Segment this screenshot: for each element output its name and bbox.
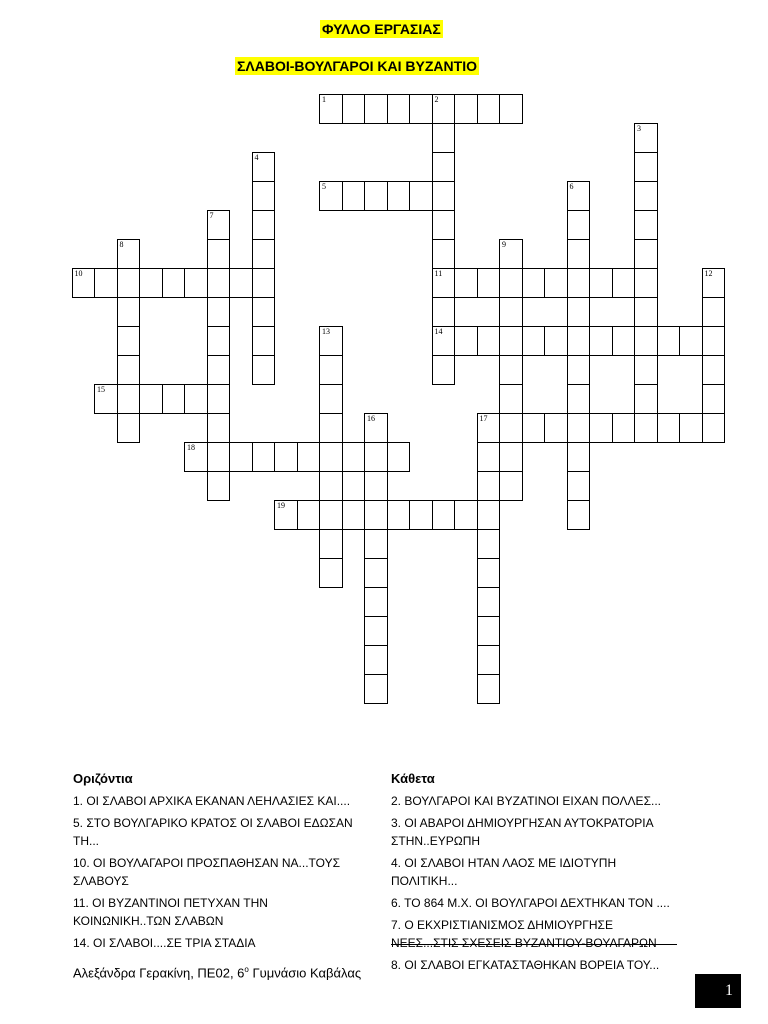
crossword-cell[interactable] — [387, 500, 411, 530]
crossword-cell[interactable] — [499, 239, 523, 269]
crossword-cell[interactable] — [342, 442, 366, 472]
crossword-cell[interactable] — [207, 442, 231, 472]
crossword-cell[interactable] — [319, 442, 343, 472]
crossword-cell[interactable] — [117, 355, 141, 385]
crossword-cell[interactable] — [499, 471, 523, 501]
crossword-cell[interactable] — [94, 384, 118, 414]
crossword-cell[interactable] — [319, 500, 343, 530]
crossword-cell[interactable] — [567, 297, 591, 327]
clue-number: 7 — [209, 211, 214, 220]
crossword-cell[interactable] — [544, 413, 568, 443]
crossword-cell[interactable] — [72, 268, 96, 298]
crossword-cell[interactable] — [252, 239, 276, 269]
crossword-cell[interactable] — [409, 500, 433, 530]
crossword-cell[interactable] — [567, 500, 591, 530]
crossword-cell[interactable] — [477, 529, 501, 559]
down-clue: 4. ΟΙ ΣΛΑΒΟΙ ΗΤΑΝ ΛΑΟΣ ΜΕ ΙΔΙΟΤΥΠΗ ΠΟΛΙΤΙΚΗ... — [391, 856, 617, 888]
clue-number: 3 — [637, 124, 641, 133]
crossword-cell[interactable] — [432, 326, 456, 356]
crossword-cell[interactable] — [342, 500, 366, 530]
crossword-cell[interactable] — [252, 268, 276, 298]
crossword-cell[interactable] — [139, 268, 163, 298]
crossword-cell[interactable] — [364, 413, 388, 443]
crossword-cell[interactable] — [522, 413, 546, 443]
crossword-cell[interactable] — [432, 210, 456, 240]
crossword-cell[interactable] — [207, 297, 231, 327]
crossword-cell[interactable] — [567, 355, 591, 385]
crossword-cell[interactable] — [274, 442, 298, 472]
crossword-cell[interactable] — [252, 442, 276, 472]
crossword-cell[interactable] — [387, 181, 411, 211]
crossword-cell[interactable] — [207, 239, 231, 269]
crossword-cell[interactable] — [364, 94, 388, 124]
crossword-cell[interactable] — [499, 413, 523, 443]
across-clue: 10. ΟΙ ΒΟΥΛΑΓΑΡΟΙ ΠΡΟΣΠΑΘΗΣΑΝ ΝΑ...ΤΟΥΣ ΣΛΑΒΟΥΣ — [73, 856, 341, 888]
crossword-cell[interactable] — [589, 268, 613, 298]
clue-number: 10 — [74, 269, 83, 278]
clue-number: 18 — [187, 443, 195, 452]
crossword-cell[interactable] — [702, 355, 726, 385]
crossword-cell[interactable] — [319, 471, 343, 501]
crossword-cell[interactable] — [319, 94, 343, 124]
crossword-cell[interactable] — [477, 558, 501, 588]
clue-underline-rule — [391, 944, 677, 945]
crossword-cell[interactable] — [274, 500, 298, 530]
crossword-cell[interactable] — [432, 268, 456, 298]
crossword-cell[interactable] — [657, 326, 681, 356]
crossword-cell[interactable] — [567, 384, 591, 414]
crossword-cell[interactable] — [612, 326, 636, 356]
crossword-cell[interactable] — [477, 326, 501, 356]
crossword-cell[interactable] — [364, 442, 388, 472]
down-clue: 7. Ο ΕΚΧΡΙΣΤΙΑΝΙΣΜΟΣ ΔΗΜΙΟΥΡΓΗΣΕ ΝΕΕΣ...ΣΤΙΣ ΣΧΕΣΕΙΣ ΒΥΖΑΝΤΙΟΥ-ΒΟΥΛΓΑΡΩΝ — [391, 918, 657, 950]
crossword-cell[interactable] — [499, 268, 523, 298]
crossword-cell[interactable] — [477, 413, 501, 443]
ordinal-superscript: ο — [244, 965, 249, 974]
crossword-cell[interactable] — [432, 94, 456, 124]
crossword-cell[interactable] — [207, 384, 231, 414]
crossword-cell[interactable] — [252, 297, 276, 327]
clue-number: 9 — [502, 240, 506, 249]
across-clue: 11. ΟΙ ΒΥΖΑΝΤΙΝΟΙ ΠΕΤΥΧΑΝ ΤΗΝ ΚΟΙΝΩΝΙΚΗ..ΤΩΝ ΣΛΑΒΩΝ — [73, 896, 268, 928]
crossword-cell[interactable] — [252, 326, 276, 356]
crossword-cell[interactable] — [364, 616, 388, 646]
crossword-cell[interactable] — [567, 326, 591, 356]
crossword-cell[interactable] — [342, 181, 366, 211]
crossword-cell[interactable] — [477, 94, 501, 124]
crossword-cell[interactable] — [319, 529, 343, 559]
crossword-cell[interactable] — [702, 326, 726, 356]
author-footer — [73, 965, 361, 980]
crossword-cell[interactable] — [634, 355, 658, 385]
crossword-cell[interactable] — [207, 326, 231, 356]
crossword-cell[interactable] — [184, 268, 208, 298]
crossword-cell[interactable] — [499, 326, 523, 356]
crossword-cell[interactable] — [364, 587, 388, 617]
clue-number: 8 — [119, 240, 124, 249]
clue-number: 16 — [367, 414, 375, 423]
crossword-cell[interactable] — [319, 558, 343, 588]
crossword-cell[interactable] — [117, 384, 141, 414]
crossword-cell[interactable] — [319, 384, 343, 414]
crossword-cell[interactable] — [207, 210, 231, 240]
crossword-cell[interactable] — [567, 210, 591, 240]
crossword-cell[interactable] — [207, 355, 231, 385]
clue-number: 5 — [322, 182, 326, 191]
crossword-cell[interactable] — [184, 384, 208, 414]
crossword-cell[interactable] — [657, 413, 681, 443]
crossword-cell[interactable] — [432, 239, 456, 269]
crossword-cell[interactable] — [589, 413, 613, 443]
worksheet-subtitle: ΣΛΑΒΟΙ-ΒΟΥΛΓΑΡΟΙ ΚΑΙ ΒΥΖΑΝΤΙΟ — [237, 58, 477, 74]
crossword-cell[interactable] — [229, 268, 253, 298]
clue-number: 19 — [277, 501, 285, 510]
crossword-cell[interactable] — [612, 413, 636, 443]
crossword-cell[interactable] — [477, 442, 501, 472]
down-clues — [391, 770, 681, 978]
crossword-cell[interactable] — [387, 94, 411, 124]
crossword-cell[interactable] — [432, 355, 456, 385]
down-clue: 8. ΟΙ ΣΛΑΒΟΙ ΕΓΚΑΤΑΣΤΑΘΗΚΑΝ ΒΟΡΕΙΑ ΤΟΥ... — [391, 958, 660, 972]
crossword-cell[interactable] — [252, 355, 276, 385]
crossword-cell[interactable] — [297, 500, 321, 530]
clue-number: 15 — [97, 385, 105, 394]
crossword-cell[interactable] — [229, 442, 253, 472]
crossword-cell[interactable] — [634, 239, 658, 269]
crossword-cell[interactable] — [567, 181, 591, 211]
crossword-cell[interactable] — [567, 239, 591, 269]
crossword-cell[interactable] — [432, 297, 456, 327]
crossword-cell[interactable] — [544, 268, 568, 298]
crossword-cell[interactable] — [589, 326, 613, 356]
crossword-cell[interactable] — [454, 500, 478, 530]
crossword-cell[interactable] — [432, 181, 456, 211]
clue-number: 1 — [322, 95, 326, 104]
crossword-cell[interactable] — [319, 413, 343, 443]
crossword-cell[interactable] — [117, 268, 141, 298]
down-clue: 6. ΤΟ 864 Μ.Χ. ΟΙ ΒΟΥΛΓΑΡΟΙ ΔΕΧΤΗΚΑΝ ΤΟΝ .... — [391, 896, 670, 910]
crossword-cell[interactable] — [364, 181, 388, 211]
crossword-cell[interactable] — [634, 326, 658, 356]
crossword-cell[interactable] — [117, 413, 141, 443]
crossword-cell[interactable] — [544, 326, 568, 356]
crossword-cell[interactable] — [499, 94, 523, 124]
crossword-cell[interactable] — [634, 384, 658, 414]
crossword-cell[interactable] — [679, 326, 703, 356]
clue-number: 14 — [434, 327, 443, 336]
clue-number: 6 — [569, 182, 574, 191]
clue-number: 17 — [479, 414, 488, 423]
crossword-cell[interactable] — [342, 94, 366, 124]
crossword-cell[interactable] — [207, 471, 231, 501]
crossword-cell[interactable] — [364, 558, 388, 588]
crossword-cell[interactable] — [522, 268, 546, 298]
crossword-cell[interactable] — [634, 123, 658, 153]
crossword-cell[interactable] — [297, 442, 321, 472]
down-clues-heading: Κάθετα — [391, 771, 435, 786]
across-clue: 1. ΟΙ ΣΛΑΒΟΙ ΑΡΧΙΚΑ ΕΚΑΝΑΝ ΛΕΗΛΑΣΙΕΣ ΚΑΙ.... — [73, 794, 351, 808]
crossword-cell[interactable] — [432, 152, 456, 182]
crossword-cell[interactable] — [117, 239, 141, 269]
crossword-cell[interactable] — [364, 529, 388, 559]
crossword-cell[interactable] — [319, 326, 343, 356]
crossword-cell[interactable] — [207, 413, 231, 443]
crossword-cell[interactable] — [432, 123, 456, 153]
crossword-cell[interactable] — [252, 181, 276, 211]
crossword-cell[interactable] — [432, 500, 456, 530]
crossword-cell[interactable] — [409, 181, 433, 211]
crossword-cell[interactable] — [634, 268, 658, 298]
crossword-cell[interactable] — [499, 442, 523, 472]
crossword-cell[interactable] — [477, 645, 501, 675]
crossword-cell[interactable] — [477, 471, 501, 501]
crossword-cell[interactable] — [567, 442, 591, 472]
clue-number: 4 — [254, 153, 259, 162]
crossword-cell[interactable] — [207, 268, 231, 298]
crossword-cell[interactable] — [702, 384, 726, 414]
crossword-cell[interactable] — [117, 326, 141, 356]
crossword-cell[interactable] — [364, 645, 388, 675]
crossword-cell[interactable] — [702, 268, 726, 298]
crossword-cell[interactable] — [477, 674, 501, 704]
crossword-cell[interactable] — [634, 152, 658, 182]
crossword-cell[interactable] — [454, 268, 478, 298]
crossword-cell[interactable] — [634, 297, 658, 327]
crossword-cell[interactable] — [364, 500, 388, 530]
crossword-cell[interactable] — [139, 384, 163, 414]
across-clues-heading: Οριζόντια — [73, 771, 133, 786]
crossword-cell[interactable] — [454, 326, 478, 356]
crossword-cell[interactable] — [454, 94, 478, 124]
crossword-cell[interactable] — [409, 94, 433, 124]
crossword-cell[interactable] — [252, 152, 276, 182]
across-clue: 14. ΟΙ ΣΛΑΒΟΙ....ΣΕ ΤΡΙΑ ΣΤΑΔΙΑ — [73, 936, 256, 950]
crossword-cell[interactable] — [499, 384, 523, 414]
crossword-cell[interactable] — [117, 297, 141, 327]
crossword-cell[interactable] — [522, 326, 546, 356]
crossword-cell[interactable] — [499, 297, 523, 327]
crossword-cell[interactable] — [94, 268, 118, 298]
crossword-cell[interactable] — [162, 268, 186, 298]
crossword-cell[interactable] — [477, 616, 501, 646]
clue-number: 11 — [434, 269, 443, 278]
across-clue: 5. ΣΤΟ ΒΟΥΛΓΑΡΙΚΟ ΚΡΑΤΟΣ ΟΙ ΣΛΑΒΟΙ ΕΔΩΣΑΝ ΤΗ... — [73, 816, 353, 848]
crossword-cell[interactable] — [477, 268, 501, 298]
crossword-cell[interactable] — [477, 587, 501, 617]
crossword-cell[interactable] — [364, 471, 388, 501]
crossword-cell[interactable] — [364, 674, 388, 704]
crossword-cell[interactable] — [679, 413, 703, 443]
clue-number: 12 — [704, 269, 713, 278]
author-prefix: Αλεξάνδρα Γερακίνη, ΠΕ02, 6 — [73, 965, 245, 981]
author-suffix: Γυμνάσιο Καβάλας — [248, 965, 362, 981]
clue-number: 2 — [434, 95, 439, 104]
crossword-cell[interactable] — [634, 413, 658, 443]
crossword-cell[interactable] — [252, 210, 276, 240]
crossword-cell[interactable] — [477, 500, 501, 530]
down-clue: 2. ΒΟΥΛΓΑΡΟΙ ΚΑΙ ΒΥΖΑΤΙΝΟΙ ΕΙΧΑΝ ΠΟΛΛΕΣ... — [391, 794, 661, 808]
crossword-cell[interactable] — [567, 413, 591, 443]
crossword-cell[interactable] — [387, 442, 411, 472]
crossword-cell[interactable] — [319, 181, 343, 211]
crossword-cell[interactable] — [702, 413, 726, 443]
down-clue: 3. ΟΙ ΑΒΑΡΟΙ ΔΗΜΙΟΥΡΓΗΣΑΝ ΑΥΤΟΚΡΑΤΟΡΙΑ ΣΤΗΝ..ΕΥΡΩΠΗ — [391, 816, 653, 848]
crossword-cell[interactable] — [634, 181, 658, 211]
worksheet-title: ΦΥΛΛΟ ΕΡΓΑΣΙΑΣ — [322, 21, 441, 37]
crossword-cell[interactable] — [319, 355, 343, 385]
crossword-cell[interactable] — [567, 268, 591, 298]
clue-number: 13 — [322, 327, 330, 336]
page-number: 1 — [695, 974, 741, 1008]
crossword-cell[interactable] — [702, 297, 726, 327]
crossword-cell[interactable] — [634, 210, 658, 240]
crossword-cell[interactable] — [162, 384, 186, 414]
crossword-cell[interactable] — [612, 268, 636, 298]
crossword-cell[interactable] — [184, 442, 208, 472]
crossword-cell[interactable] — [567, 471, 591, 501]
across-clues — [73, 770, 363, 956]
crossword-cell[interactable] — [499, 355, 523, 385]
